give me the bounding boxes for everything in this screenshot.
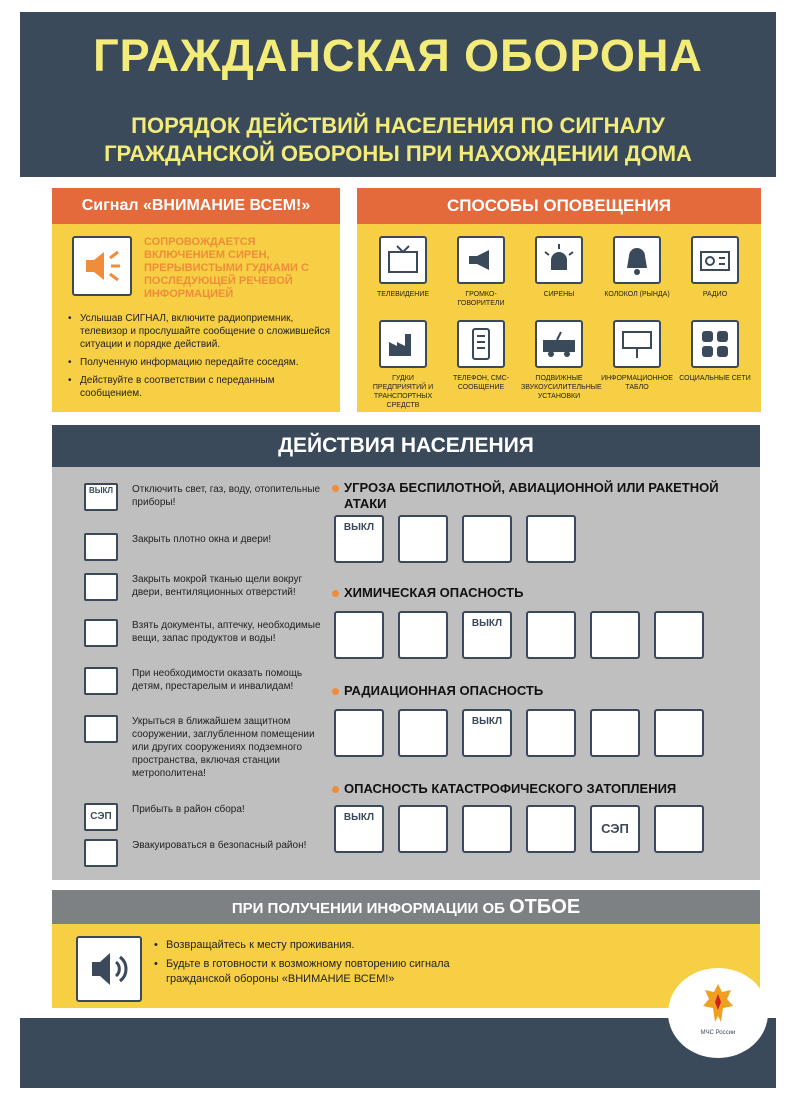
all-clear-bullet: • Возвращайтесь к месту проживания. bbox=[154, 938, 514, 953]
signal-bullets bbox=[68, 312, 334, 405]
signal-bullet: • Услышав СИГНАЛ, включите радиоприемник, телевизор и прослушайте сообщение о сложившейся ситуации и порядке действий. bbox=[68, 312, 334, 351]
method-item-factory-horns: ГУДКИ ПРЕДПРИЯТИЙ И ТРАНСПОРТНЫХ СРЕДСТВ bbox=[365, 320, 441, 410]
switch-off-icon: ВЫКЛ bbox=[334, 515, 384, 563]
loudspeaker-icon bbox=[72, 236, 132, 296]
signal-card bbox=[52, 188, 340, 412]
factory-icon bbox=[379, 320, 427, 368]
method-item-bell: КОЛОКОЛ (РЫНДА) bbox=[599, 236, 675, 299]
shelter-stairs-icon bbox=[526, 515, 576, 563]
methods-title: СПОСОБЫ ОПОВЕЩЕНИЯ bbox=[357, 188, 761, 224]
actions-section: ДЕЙСТВИЯ НАСЕЛЕНИЯ ВЫКЛ Отключить свет, газ, воду, отопительные приборы! Закрыть плотно окна и двери! Закрыть мокрой тканью щели вокруг двери, вентиляционных отверстий! Взять документы, аптечку, необходимые вещи, запас продуктов и воды! При необходимости оказать помощь детям, престарелым и инвалидам! Укрыться в ближайшем защитном сооружении, заглубленном помещении или других сооружениях подземного пространства, включая станции метрополитена! СЭП Прибыть в район сбора! Эвакуироваться в безопасный район! УГРОЗА БЕСПИЛОТНОЙ, АВИАЦИОННОЙ ИЛИ РАКЕТНОЙ АТАКИ ХИМИЧЕСКАЯ ОПАСНОСТЬ РАДИАЦИОННАЯ ОПАСНОСТЬ ОПАСНОСТЬ КАТАСТРОФИЧЕСКОГО ЗАТОПЛЕНИЯ ВЫКЛ ВЫКЛ ВЫКЛ ВЫКЛ СЭП bbox=[52, 425, 760, 880]
switch-off-icon: ВЫКЛ bbox=[334, 805, 384, 853]
emercom-logo bbox=[668, 968, 768, 1058]
shelter-stairs-icon bbox=[84, 715, 118, 743]
method-item-mobile-units: ПОДВИЖНЫЕ ЗВУКОУСИЛИТЕЛЬНЫЕ УСТАНОВКИ bbox=[521, 320, 597, 401]
method-item-social: СОЦИАЛЬНЫЕ СЕТИ bbox=[677, 320, 753, 383]
help-people-icon bbox=[590, 611, 640, 659]
help-people-icon bbox=[84, 667, 118, 695]
radio-icon bbox=[691, 236, 739, 284]
subtitle-line-2: ГРАЖДАНСКОЙ ОБОРОНЫ ПРИ НАХОЖДЕНИИ ДОМА bbox=[104, 141, 692, 166]
method-item-sirens: СИРЕНЫ bbox=[521, 236, 597, 299]
threat-air-attack bbox=[332, 480, 744, 512]
header-banner bbox=[20, 12, 776, 177]
emblem-icon bbox=[701, 982, 735, 1026]
shelter-stairs-icon bbox=[654, 611, 704, 659]
documents-kit-icon bbox=[462, 805, 512, 853]
assembly-point-icon: СЭП bbox=[590, 805, 640, 853]
subtitle-line-1: ПОРЯДОК ДЕЙСТВИЙ НАСЕЛЕНИЯ ПО СИГНАЛУ bbox=[131, 113, 665, 138]
evacuation-icon bbox=[84, 839, 118, 867]
page-title: ГРАЖДАНСКАЯ ОБОРОНА bbox=[93, 30, 703, 81]
threat-radiation bbox=[332, 683, 744, 699]
methods-card bbox=[357, 188, 761, 412]
threat-flood bbox=[332, 781, 744, 797]
signal-bullet: • Действуйте в соответствии с переданным сообщением. bbox=[68, 374, 334, 400]
board-icon bbox=[613, 320, 661, 368]
evacuation-icon bbox=[654, 805, 704, 853]
loudspeaker-icon bbox=[457, 236, 505, 284]
all-clear-bullet: • Будьте в готовности к возможному повторению сигнала гражданской обороны «ВНИМАНИЕ ВСЕМ!» bbox=[154, 957, 514, 987]
threat-title: РАДИАЦИОННАЯ ОПАСНОСТЬ bbox=[332, 683, 744, 699]
window-door-icon bbox=[334, 709, 384, 757]
siren-icon bbox=[535, 236, 583, 284]
threat-chemical bbox=[332, 585, 744, 601]
all-clear-bullets bbox=[154, 938, 514, 991]
method-item-tv: ТЕЛЕВИДЕНИЕ bbox=[365, 236, 441, 299]
page-subtitle bbox=[20, 112, 776, 168]
signal-description: СОПРОВОЖДАЕТСЯ ВКЛЮЧЕНИЕМ СИРЕН, ПРЕРЫВИСТЫМИ ГУДКАМИ С ПОСЛЕДУЮЩЕЙ РЕЧЕВОЙ ИНФОРМАЦИЕЙ bbox=[144, 236, 309, 300]
all-clear-emphasis: ОТБОЕ bbox=[509, 896, 581, 918]
shelter-stairs-icon bbox=[654, 709, 704, 757]
tv-icon bbox=[379, 236, 427, 284]
switch-off-icon: ВЫКЛ bbox=[84, 483, 118, 511]
signal-title: Сигнал «ВНИМАНИЕ ВСЕМ!» bbox=[52, 188, 340, 224]
method-item-phone: ТЕЛЕФОН, СМС-СООБЩЕНИЕ bbox=[443, 320, 519, 392]
help-people-icon bbox=[590, 709, 640, 757]
help-people-icon bbox=[526, 805, 576, 853]
window-door-icon bbox=[334, 611, 384, 659]
documents-kit-icon bbox=[398, 515, 448, 563]
vehicle-icon bbox=[535, 320, 583, 368]
threat-title: ХИМИЧЕСКАЯ ОПАСНОСТЬ bbox=[332, 585, 744, 601]
window-door-icon bbox=[84, 533, 118, 561]
logo-caption: МЧС России bbox=[700, 1030, 736, 1036]
social-icon bbox=[691, 320, 739, 368]
method-item-loudspeakers: ГРОМКО-ГОВОРИТЕЛИ bbox=[443, 236, 519, 308]
assembly-point-icon: СЭП bbox=[84, 803, 118, 831]
seal-gaps-icon bbox=[398, 611, 448, 659]
method-item-radio: РАДИО bbox=[677, 236, 753, 299]
seal-gaps-icon bbox=[398, 709, 448, 757]
help-people-icon bbox=[462, 515, 512, 563]
phone-icon bbox=[457, 320, 505, 368]
threat-title: УГРОЗА БЕСПИЛОТНОЙ, АВИАЦИОННОЙ ИЛИ РАКЕТНОЙ АТАКИ bbox=[332, 480, 744, 512]
threat-title: ОПАСНОСТЬ КАТАСТРОФИЧЕСКОГО ЗАТОПЛЕНИЯ bbox=[332, 781, 744, 797]
seal-gaps-icon bbox=[84, 573, 118, 601]
switch-off-icon: ВЫКЛ bbox=[462, 611, 512, 659]
documents-kit-icon bbox=[526, 611, 576, 659]
documents-kit-icon bbox=[526, 709, 576, 757]
speaker-icon bbox=[76, 936, 142, 1002]
actions-title: ДЕЙСТВИЯ НАСЕЛЕНИЯ bbox=[52, 425, 760, 467]
footer-banner bbox=[20, 1018, 776, 1088]
method-item-info-board: ИНФОРМАЦИОННОЕ ТАБЛО bbox=[599, 320, 675, 392]
all-clear-card bbox=[52, 890, 760, 1008]
all-clear-title: ПРИ ПОЛУЧЕНИИ ИНФОРМАЦИИ ОБ ОТБОЕ bbox=[52, 890, 760, 924]
switch-off-icon: ВЫКЛ bbox=[462, 709, 512, 757]
signal-bullet: • Полученную информацию передайте соседям. bbox=[68, 356, 334, 369]
bell-icon bbox=[613, 236, 661, 284]
window-door-icon bbox=[398, 805, 448, 853]
documents-kit-icon bbox=[84, 619, 118, 647]
